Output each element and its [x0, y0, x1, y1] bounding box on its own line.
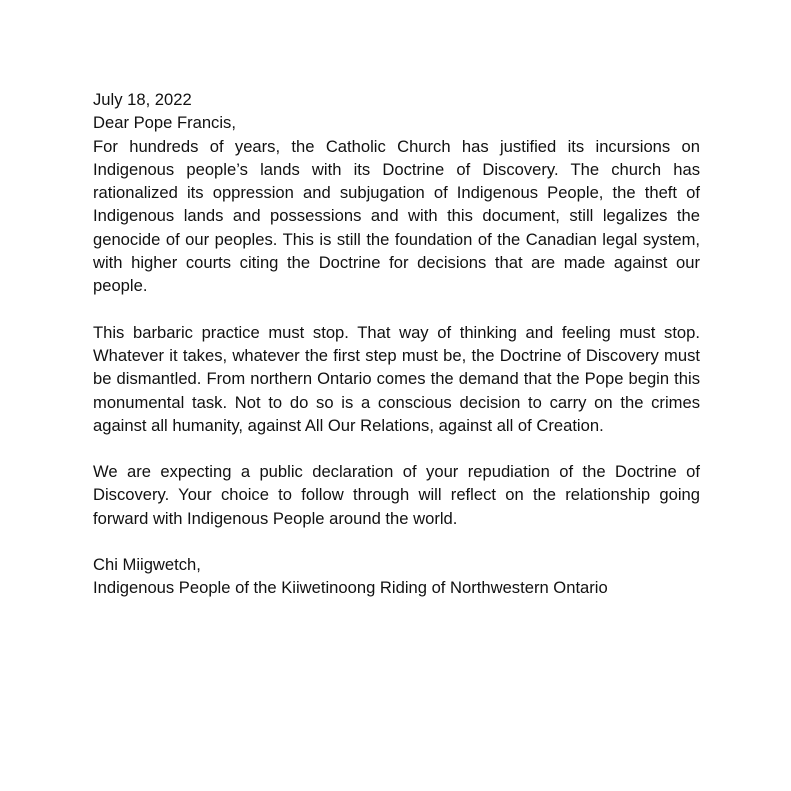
letter-date: July 18, 2022 — [93, 90, 192, 109]
body-paragraph-3: We are expecting a public declaration of your repudiation of the Doctrine of Discovery. Your choice to follow through will reflect on the relationship going forward with Indigenous People around the world. — [93, 462, 700, 528]
body-paragraph-1: For hundreds of years, the Catholic Church has justified its incursions on Indigenous people’s lands with its Doctrine of Discovery. The church has rationalized its oppression and subjugation of Indigenous People, the theft of Indigenous lands and possessions and with this document, still legalizes the genocide of our peoples. This is still the foundation of the Canadian legal system, with higher courts citing the Doctrine for decisions that are made against our people. — [93, 136, 700, 296]
signature: Indigenous People of the Kiiwetinoong Riding of Northwestern Ontario — [93, 578, 608, 598]
body-paragraph-2: This barbaric practice must stop. That way of thinking and feeling must stop. Whatever it takes, whatever the first step must be, the Doctrine of Discovery must be dismantled. From northern Ontario comes the demand that the Pope begin this monumental task. Not to do so is a conscious decision to carry on the crimes against all humanity, against All Our Relations, against all of Creation. — [93, 322, 700, 435]
salutation: Dear Pope Francis, — [93, 113, 236, 133]
letter — [93, 88, 700, 600]
closing: Chi Miigwetch, — [93, 555, 201, 575]
